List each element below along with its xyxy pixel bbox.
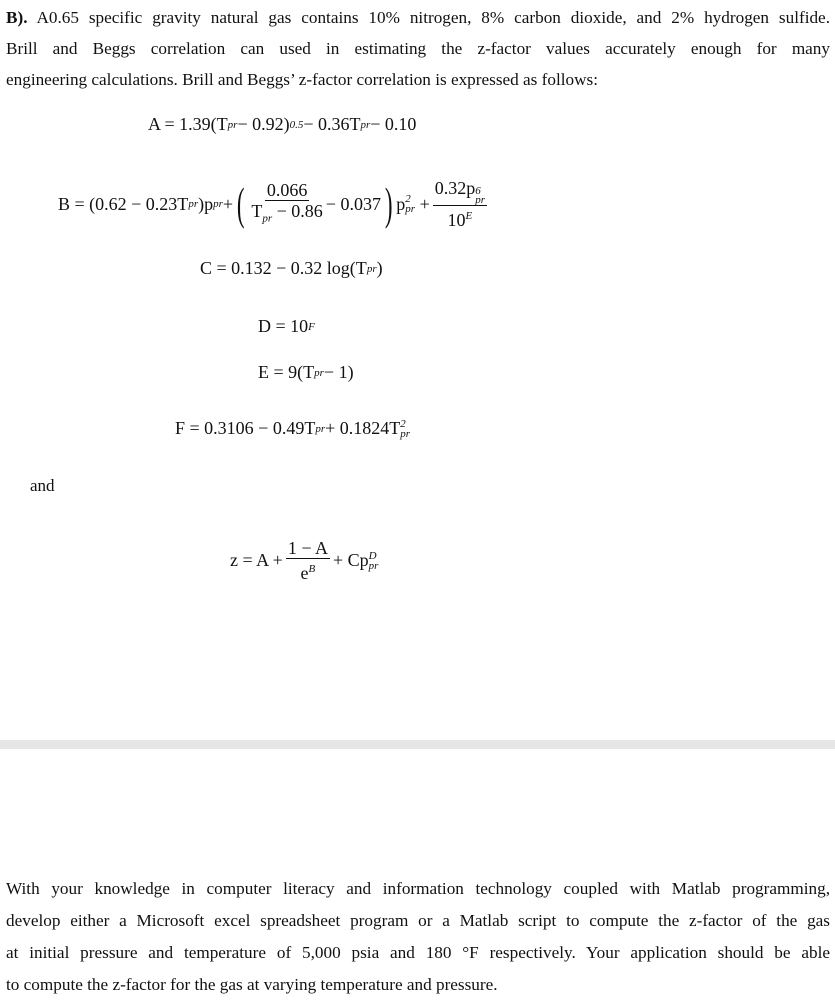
section-divider	[0, 740, 835, 749]
equation-b: B = (0.62 − 0.23T pr )p pr + ( 0.066 $T_{pr} - 0.86$ − 0.037 ) p 2 pr + 0.32p 6 pr $10^E$	[58, 178, 485, 230]
intro-line-1	[6, 2, 830, 34]
task-line-3: at initial pressure and temperature of 5,000 psia and 180 °F respectively. Your application should be able	[6, 943, 830, 962]
equation-d: D = 10 F	[258, 316, 315, 336]
task-line-4: to compute the z-factor for the gas at varying temperature and pressure.	[6, 975, 498, 994]
section-label: B).	[6, 8, 28, 27]
equation-z: z = A + $\frac{1 - A}{e^B}$ + Cp D pr	[230, 538, 379, 583]
equation-e: E = 9(T pr − 1)	[258, 362, 354, 382]
intro-line-3: engineering calculations. Brill and Beggs’ z-factor correlation is expressed as follows:	[6, 70, 598, 89]
equation-c: C = 0.132 − 0.32 log(T pr )	[200, 258, 383, 278]
equation-a: A = 1.39(T pr − 0.92) 0.5 − 0.36T pr − 0.10	[148, 114, 417, 134]
task-line-1: With your knowledge in computer literacy and information technology coupled with Matlab programming,	[6, 879, 830, 898]
intro-text: A0.65 specific gravity natural gas contains 10% nitrogen, 8% carbon dioxide, and 2% hydrogen sulfide.	[36, 8, 830, 27]
intro-line-2: Brill and Beggs correlation can used in estimating the z-factor values accurately enough for many	[6, 39, 830, 58]
equation-f: F = 0.3106 − 0.49T pr + 0.1824T 2 pr	[175, 417, 411, 440]
and-label: and	[30, 476, 55, 495]
task-line-2: develop either a Microsoft excel spreadsheet program or a Matlab script to compute the z-factor of the gas	[6, 911, 830, 930]
